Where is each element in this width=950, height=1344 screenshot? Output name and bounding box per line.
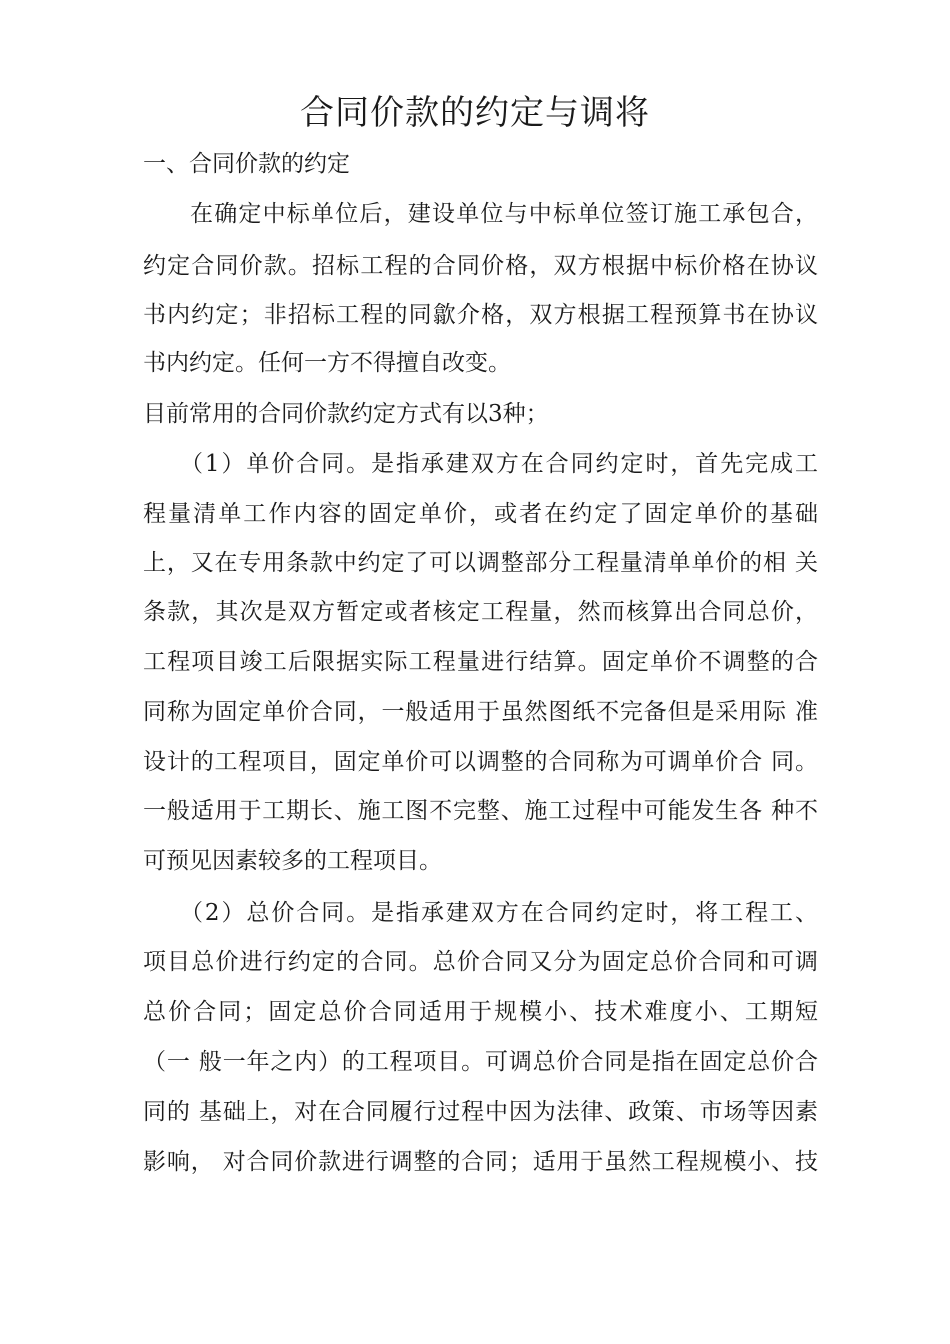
paragraph-line: 上，又在专用条款中约定了可以调整部分工程量清单单价的相 关: [143, 550, 818, 576]
paragraph-line: 同的 基础上，对在合同履行过程中因为法律、政策、市场等因素: [143, 1099, 818, 1125]
paragraph-line: 影响， 对合同价款进行调整的合同；适用于虽然工程规模小、技: [143, 1149, 818, 1175]
paragraph-line: 约定合同价款。招标工程的合同价格，双方根据中标价格在协议: [143, 253, 818, 279]
paragraph-line: 书内约定；非招标工程的同歙介格，双方根据工程预算书在协议: [143, 302, 818, 328]
paragraph-line: 总价合同；固定总价合同适用于规模小、技术难度小、工期短: [143, 999, 818, 1025]
paragraph-line: （2）总价合同。是指承建双方在合同约定时，将工程工、: [180, 900, 818, 926]
paragraph-line: （1）单价合同。是指承建双方在合同约定时，首先完成工: [180, 451, 818, 477]
paragraph-line: （一 般一年之内）的工程项目。可调总价合同是指在固定总价合: [143, 1049, 818, 1075]
paragraph-line: 目前常用的合同价款约定方式有以3种；: [143, 401, 549, 427]
paragraph-line: 同称为固定单价合同，一般适用于虽然图纸不完备但是采用际 准: [143, 699, 818, 725]
section-heading: 一、合同价款的约定: [143, 151, 350, 177]
paragraph-line: 条款，其次是双方暂定或者核定工程量，然而核算出合同总价，: [143, 599, 818, 625]
paragraph-line: 一般适用于工期长、施工图不完整、施工过程中可能发生各 种不: [143, 798, 818, 824]
paragraph-line: 项目总价进行约定的合同。总价合同又分为固定总价合同和可调: [143, 949, 818, 975]
document-title: 合同价款的约定与调将: [300, 93, 650, 133]
paragraph-line: 程量清单工作内容的固定单价，或者在约定了固定单价的基础: [143, 501, 818, 527]
paragraph-line: 工程项目竣工后限据实际工程量进行结算。固定单价不调整的合: [143, 649, 818, 675]
paragraph-line: 可预见因素较多的工程项目。: [143, 848, 442, 874]
paragraph-line: 在确定中标单位后，建设单位与中标单位签订施工承包合，: [190, 201, 818, 227]
paragraph-line: 设计的工程项目，固定单价可以调整的合同称为可调单价合 同。: [143, 749, 818, 775]
paragraph-line: 书内约定。任何一方不得擅自改变。: [143, 350, 511, 376]
